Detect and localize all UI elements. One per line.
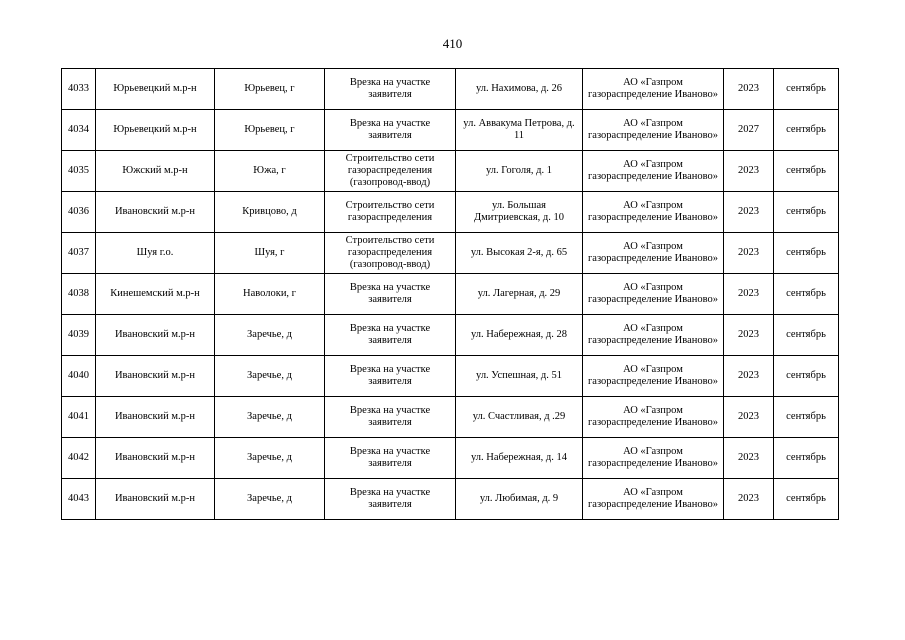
locality-cell: Юрьевец, г [215,110,325,151]
organization-cell: АО «Газпром газораспределение Иваново» [583,356,724,397]
row-number-cell: 4035 [62,151,96,192]
work-type-cell: Врезка на участке заявителя [325,110,456,151]
work-type-cell: Врезка на участке заявителя [325,438,456,479]
year-cell: 2023 [724,397,774,438]
month-cell: сентябрь [774,151,839,192]
district-cell: Юрьевецкий м.р-н [96,110,215,151]
table-row [62,438,839,479]
year-cell: 2023 [724,233,774,274]
month-cell: сентябрь [774,192,839,233]
organization-cell: АО «Газпром газораспределение Иваново» [583,479,724,520]
locality-cell: Заречье, д [215,356,325,397]
address-cell: ул. Набережная, д. 14 [456,438,583,479]
year-cell: 2023 [724,356,774,397]
row-number-cell: 4042 [62,438,96,479]
page-number: 410 [442,36,463,51]
row-number-cell: 4040 [62,356,96,397]
row-number-cell: 4034 [62,110,96,151]
month-cell: сентябрь [774,397,839,438]
work-type-cell: Врезка на участке заявителя [325,397,456,438]
table-row [62,356,839,397]
address-cell: ул. Гоголя, д. 1 [456,151,583,192]
locality-cell: Наволоки, г [215,274,325,315]
row-number-cell: 4043 [62,479,96,520]
address-cell: ул. Любимая, д. 9 [456,479,583,520]
address-cell: ул. Счастливая, д .29 [456,397,583,438]
address-cell: ул. Успешная, д. 51 [456,356,583,397]
work-type-cell: Врезка на участке заявителя [325,356,456,397]
organization-cell: АО «Газпром газораспределение Иваново» [583,438,724,479]
work-type-cell: Врезка на участке заявителя [325,69,456,110]
row-number-cell: 4036 [62,192,96,233]
locality-cell: Шуя, г [215,233,325,274]
month-cell: сентябрь [774,315,839,356]
organization-cell: АО «Газпром газораспределение Иваново» [583,233,724,274]
table-row [62,192,839,233]
gas-connection-table [61,68,839,520]
year-cell: 2023 [724,479,774,520]
district-cell: Шуя г.о. [96,233,215,274]
month-cell: сентябрь [774,479,839,520]
district-cell: Юрьевецкий м.р-н [96,69,215,110]
organization-cell: АО «Газпром газораспределение Иваново» [583,69,724,110]
month-cell: сентябрь [774,233,839,274]
work-type-cell: Врезка на участке заявителя [325,479,456,520]
locality-cell: Кривцово, д [215,192,325,233]
address-cell: ул. Нахимова, д. 26 [456,69,583,110]
organization-cell: АО «Газпром газораспределение Иваново» [583,274,724,315]
organization-cell: АО «Газпром газораспределение Иваново» [583,315,724,356]
month-cell: сентябрь [774,110,839,151]
month-cell: сентябрь [774,438,839,479]
district-cell: Ивановский м.р-н [96,192,215,233]
row-number-cell: 4037 [62,233,96,274]
table-row [62,479,839,520]
work-type-cell: Строительство сети газораспределения [325,192,456,233]
work-type-cell: Врезка на участке заявителя [325,274,456,315]
address-cell: ул. Лагерная, д. 29 [456,274,583,315]
table-row [62,110,839,151]
district-cell: Кинешемский м.р-н [96,274,215,315]
month-cell: сентябрь [774,356,839,397]
organization-cell: АО «Газпром газораспределение Иваново» [583,151,724,192]
organization-cell: АО «Газпром газораспределение Иваново» [583,192,724,233]
work-type-cell: Строительство сети газораспределения (газопровод-ввод) [325,233,456,274]
locality-cell: Заречье, д [215,438,325,479]
year-cell: 2023 [724,192,774,233]
district-cell: Ивановский м.р-н [96,397,215,438]
month-cell: сентябрь [774,274,839,315]
locality-cell: Заречье, д [215,479,325,520]
locality-cell: Заречье, д [215,397,325,438]
table-row [62,315,839,356]
work-type-cell: Строительство сети газораспределения (газопровод-ввод) [325,151,456,192]
address-cell: ул. Набережная, д. 28 [456,315,583,356]
row-number-cell: 4039 [62,315,96,356]
work-type-cell: Врезка на участке заявителя [325,315,456,356]
table-row [62,233,839,274]
month-cell: сентябрь [774,69,839,110]
district-cell: Ивановский м.р-н [96,479,215,520]
district-cell: Ивановский м.р-н [96,356,215,397]
year-cell: 2023 [724,151,774,192]
organization-cell: АО «Газпром газораспределение Иваново» [583,110,724,151]
year-cell: 2027 [724,110,774,151]
year-cell: 2023 [724,438,774,479]
table-row [62,151,839,192]
address-cell: ул. Высокая 2-я, д. 65 [456,233,583,274]
table-body [62,69,839,520]
address-cell: ул. Аввакума Петрова, д. 11 [456,110,583,151]
row-number-cell: 4033 [62,69,96,110]
year-cell: 2023 [724,315,774,356]
row-number-cell: 4041 [62,397,96,438]
locality-cell: Юрьевец, г [215,69,325,110]
locality-cell: Южа, г [215,151,325,192]
district-cell: Южский м.р-н [96,151,215,192]
district-cell: Ивановский м.р-н [96,315,215,356]
table-row [62,69,839,110]
table-row [62,397,839,438]
district-cell: Ивановский м.р-н [96,438,215,479]
year-cell: 2023 [724,274,774,315]
locality-cell: Заречье, д [215,315,325,356]
row-number-cell: 4038 [62,274,96,315]
table-row [62,274,839,315]
organization-cell: АО «Газпром газораспределение Иваново» [583,397,724,438]
year-cell: 2023 [724,69,774,110]
address-cell: ул. Большая Дмитриевская, д. 10 [456,192,583,233]
